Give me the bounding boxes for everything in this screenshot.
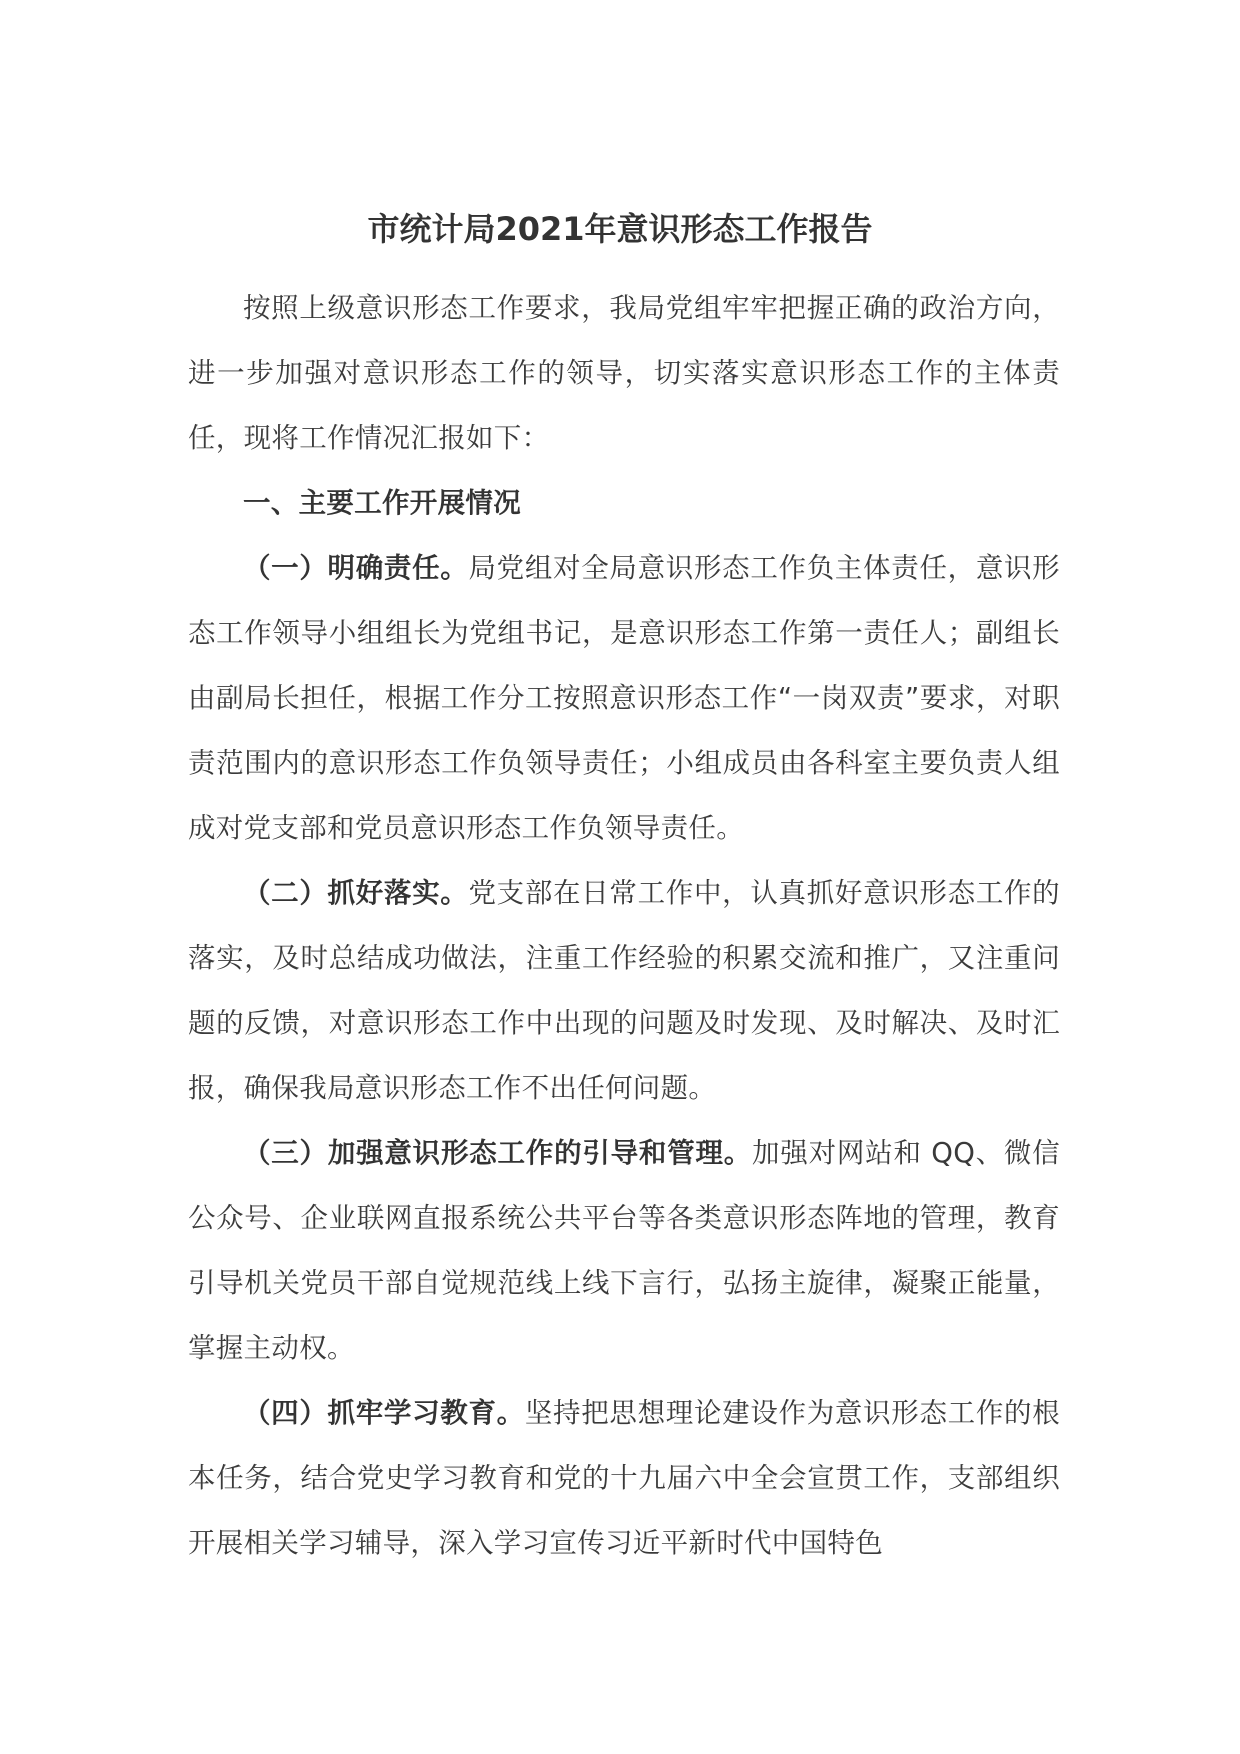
document-title: 市统计局2021年意识形态工作报告	[367, 210, 873, 248]
intro-paragraph: 按照上级意识形态工作要求，我局党组牢牢把握正确的政治方向，进一步加强对意识形态工作的领导，切实落实意识形态工作的主体责任，现将工作情况汇报如下：	[188, 292, 1060, 454]
document-body	[188, 276, 1060, 1576]
section-heading: 一、主要工作开展情况	[243, 487, 521, 519]
item-text-4: 坚持把思想理论建设作为意识形态工作的根本任务，结合党史学习教育和党的十九届六中全会宣贯工作，支部组织开展相关学习辅导，深入学习宣传习近平新时代中国特色	[188, 1397, 1060, 1559]
item-text-1: 局党组对全局意识形态工作负主体责任，意识形态工作领导小组组长为党组书记，是意识形态工作第一责任人；副组长由副局长担任，根据工作分工按照意识形态工作“一岗双责”要求，对职责范围内的意识形态工作负领导责任；小组成员由各科室主要负责人组成对党支部和党员意识形态工作负领导责任。	[188, 552, 1060, 844]
item-lead-3: （三）加强意识形态工作的引导和管理。	[243, 1137, 753, 1169]
item-paragraph-2	[188, 861, 1060, 1121]
item-paragraph-3	[188, 1121, 1060, 1381]
item-paragraph-1	[188, 536, 1060, 861]
item-lead-1: （一）明确责任。	[243, 552, 469, 584]
item-lead-4: （四）抓牢学习教育。	[243, 1397, 525, 1429]
item-text-3: 加强对网站和 QQ、微信公众号、企业联网直报系统公共平台等各类意识形态阵地的管理，教育引导机关党员干部自觉规范线上线下言行，弘扬主旋律，凝聚正能量，掌握主动权。	[188, 1137, 1060, 1364]
item-lead-2: （二）抓好落实。	[243, 877, 469, 909]
item-text-2: 党支部在日常工作中，认真抓好意识形态工作的落实，及时总结成功做法，注重工作经验的积累交流和推广，又注重问题的反馈，对意识形态工作中出现的问题及时发现、及时解决、及时汇报，确保我局意识形态工作不出任何问题。	[188, 877, 1060, 1104]
item-paragraph-4	[188, 1381, 1060, 1576]
